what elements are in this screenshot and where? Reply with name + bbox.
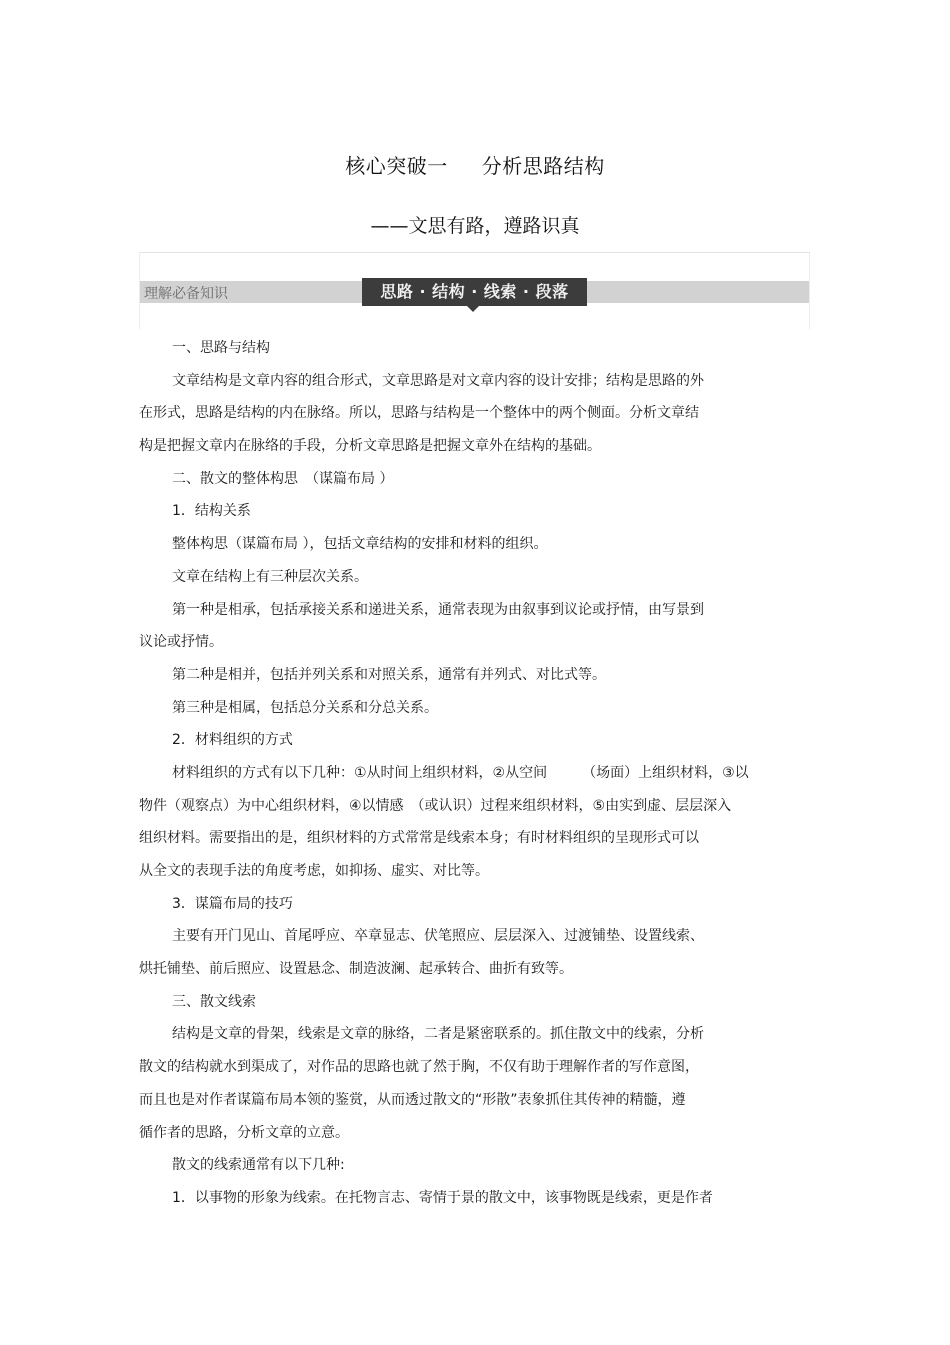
paragraph-line: 第三种是相属，包括总分关系和分总关系。 <box>172 699 438 716</box>
paragraph-line: 散文的结构就水到渠成了，对作品的思路也就了然于胸，不仅有助于理解作者的写作意图， <box>139 1059 699 1076</box>
paragraph-line: 结构是文章的骨架，线索是文章的脉络，二者是紧密联系的。抓住散文中的线索，分析 <box>172 1026 704 1043</box>
banner-pointer-icon <box>467 306 479 312</box>
paragraph-line: 在形式，思路是结构的内在脉络。所以，思路与结构是一个整体中的两个侧面。分析文章结 <box>139 405 699 422</box>
paragraph-line: 议论或抒情。 <box>139 634 223 651</box>
banner-center-label: 思路 · 结构 · 线索 · 段落 <box>362 278 587 306</box>
paragraph-line: 烘托铺垫、前后照应、设置悬念、制造波澜、起承转合、曲折有致等。 <box>139 961 573 978</box>
body-text <box>139 337 809 1220</box>
subheading-structure: 1．结构关系 <box>172 503 251 520</box>
paragraph-line: 组织材料。需要指出的是，组织材料的方式常常是线索本身；有时材料组织的呈现形式可以 <box>139 830 699 847</box>
paragraph-line: 文章结构是文章内容的组合形式，文章思路是对文章内容的设计安排；结构是思路的外 <box>172 372 704 389</box>
banner-left-label: 理解必备知识 <box>144 286 228 302</box>
subheading-techniques: 3．谋篇布局的技巧 <box>172 895 293 912</box>
page-title <box>0 150 950 179</box>
title-part-1: 核心突破一 <box>345 154 448 178</box>
paragraph-line: 文章在结构上有三种层次关系。 <box>172 568 368 585</box>
paragraph-line: 整体构思（谋篇布局 ），包括文章结构的安排和材料的组织。 <box>172 536 548 553</box>
heading-section-3: 三、散文线索 <box>172 993 256 1010</box>
paragraph-line: 1．以事物的形象为线索。在托物言志、寄情于景的散文中，该事物既是线索，更是作者 <box>172 1189 713 1206</box>
page-subtitle: ——文思有路，遵路识真 <box>370 215 580 237</box>
paragraph-line: 而且也是对作者谋篇布局本领的鉴赏，从而透过散文的“形散”表象抓住其传神的精髓，遵 <box>139 1091 686 1108</box>
paragraph-line: 构是把握文章内在脉络的手段，分析文章思路是把握文章外在结构的基础。 <box>139 438 601 455</box>
section-banner <box>139 252 810 329</box>
heading-section-1: 一、思路与结构 <box>172 340 270 356</box>
paragraph-line: 第二种是相并，包括并列关系和对照关系，通常有并列式、对比式等。 <box>172 666 606 683</box>
paragraph-line: 主要有开门见山、首尾呼应、卒章显志、伏笔照应、层层深入、过渡铺垫、设置线索、 <box>172 928 704 945</box>
paragraph-line: 从全文的表现手法的角度考虑，如抑扬、虚实、对比等。 <box>139 863 489 879</box>
paragraph-line: 第一种是相承，包括承接关系和递进关系，通常表现为由叙事到议论或抒情，由写景到 <box>172 601 704 618</box>
paragraph-line: 物件（观察点）为中心组织材料，④以情感 （或认识）过程来组织材料，⑤由实到虚、层层深入 <box>139 797 732 814</box>
paragraph-line: 散文的线索通常有以下几种: <box>172 1157 345 1174</box>
heading-section-2: 二、散文的整体构思 （谋篇布局 ） <box>172 470 394 487</box>
title-part-2: 分析思路结构 <box>481 154 605 178</box>
paragraph-line: 循作者的思路，分析文章的立意。 <box>139 1124 349 1141</box>
subheading-material: 2．材料组织的方式 <box>172 732 293 749</box>
paragraph-line: 材料组织的方式有以下几种：①从时间上组织材料，②从空间 （场面）上组织材料，③以 <box>172 764 749 781</box>
